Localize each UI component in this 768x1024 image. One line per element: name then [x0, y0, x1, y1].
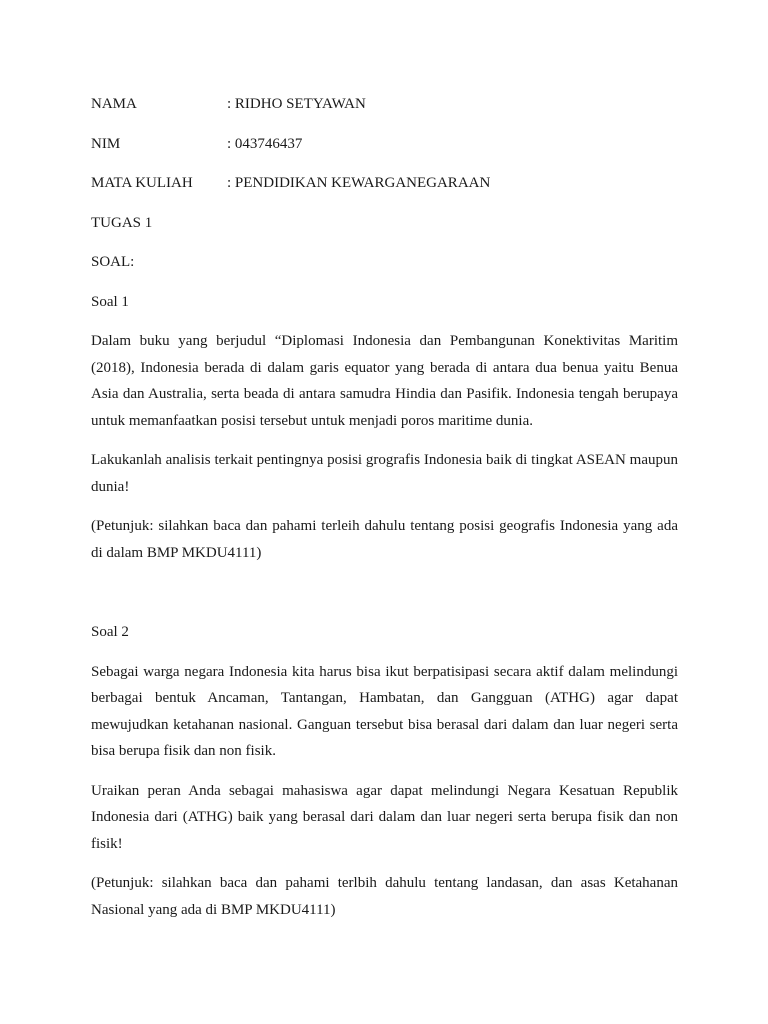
name-label: NAMA	[91, 96, 137, 112]
name-value: : RIDHO SETYAWAN	[227, 96, 366, 112]
soal1-heading: Soal 1	[91, 293, 129, 310]
nim-value: : 043746437	[227, 135, 303, 152]
soal1-paragraph1: Dalam buku yang berjudul “Diplomasi Indonesia dan Pembangunan Konektivitas Maritim (2018), Indonesia berada di dalam garis equator yang berada di antara dua benua yaitu Benua Asia dan Australia, serta beada di antara samudra Hindia dan Pasifik. Indonesia tengah berupaya untuk memanfaatkan posisi tersebut untuk menjadi poros maritime dunia.	[91, 333, 678, 429]
section-spacer	[91, 579, 678, 619]
course-value: : PENDIDIKAN KEWARGANEGARAAN	[227, 175, 491, 191]
course-label: MATA KULIAH	[91, 175, 193, 191]
nim-row	[91, 131, 678, 158]
course-row	[91, 170, 678, 197]
questions-heading: SOAL:	[91, 254, 135, 270]
name-row	[91, 91, 678, 118]
document-page	[91, 91, 678, 936]
soal2-paragraph1: Sebagai warga negara Indonesia kita harus bisa ikut berpatisipasi secara aktif dalam melindungi berbagai bentuk Ancaman, Tantangan, Hambatan, dan Gangguan (ATHG) agar dapat mewujudkan ketahanan nasional. Ganguan tersebut bisa berasal dari dalam dan luar negeri serta bisa berupa fisik dan non fisik.	[91, 663, 678, 759]
nim-label: NIM	[91, 135, 121, 152]
soal1-paragraph2: Lakukanlah analisis terkait pentingnya posisi grografis Indonesia baik di tingkat ASEAN maupun dunia!	[91, 452, 678, 495]
soal2-heading: Soal 2	[91, 624, 129, 640]
soal2-paragraph2: Uraikan peran Anda sebagai mahasiswa agar dapat melindungi Negara Kesatuan Republik Indonesia dari (ATHG) baik yang berasal dari dalam dan luar negeri serta berupa fisik dan non fisik!	[91, 782, 678, 852]
soal2-hint: (Petunjuk: silahkan baca dan pahami terlbih dahulu tentang landasan, dan asas Ketahanan Nasional yang ada di BMP MKDU4111)	[91, 875, 678, 918]
assignment-title: TUGAS 1	[91, 214, 153, 231]
soal1-hint: (Petunjuk: silahkan baca dan pahami terleih dahulu tentang posisi geografis Indonesia yang ada di dalam BMP MKDU4111)	[91, 518, 678, 561]
